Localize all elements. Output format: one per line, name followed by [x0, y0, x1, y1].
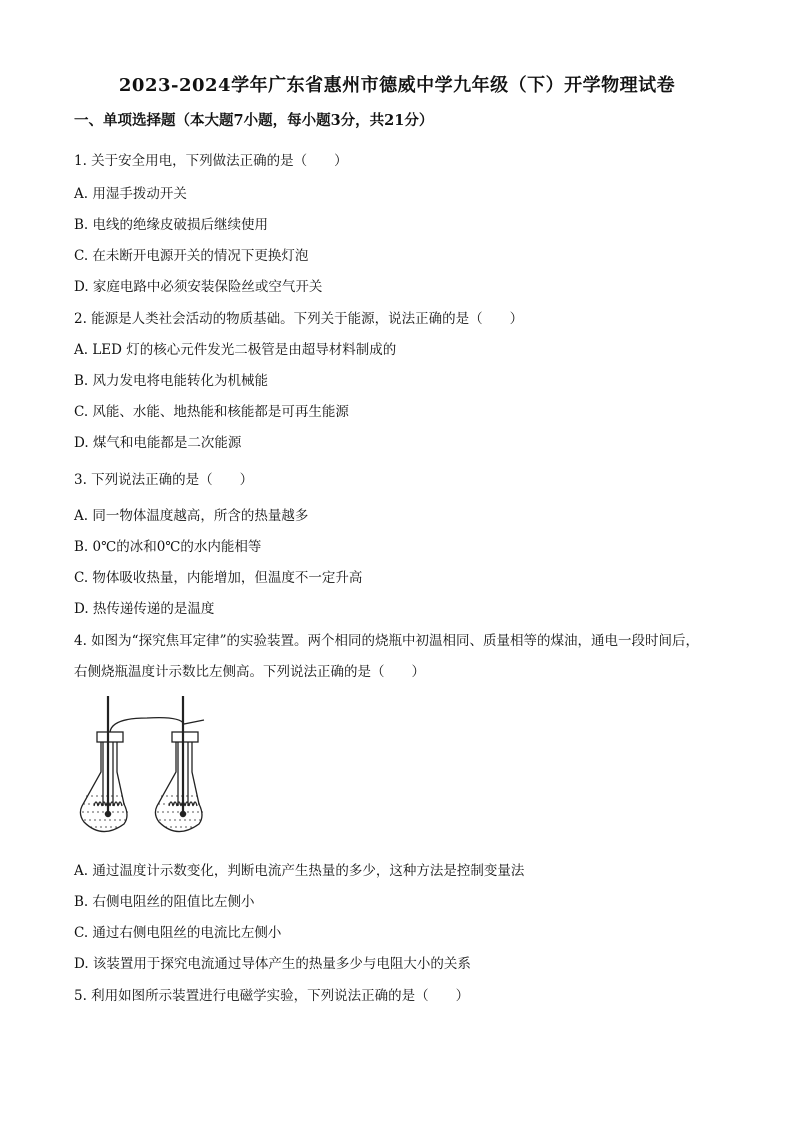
question-3-stem: 3. 下列说法正确的是（ ） — [74, 472, 254, 488]
question-3-option-d: D. 热传递传递的是温度 — [74, 601, 215, 617]
question-1-option-c: C. 在未断开电源开关的情况下更换灯泡 — [74, 248, 309, 264]
question-4-option-c: C. 通过右侧电阻丝的电流比左侧小 — [74, 925, 282, 941]
question-2-option-b: B. 风力发电将电能转化为机械能 — [74, 373, 269, 389]
question-4-stem-line-2: 右侧烧瓶温度计示数比左侧高。下列说法正确的是（ ） — [74, 664, 425, 680]
joule-law-apparatus-figure — [72, 694, 222, 846]
question-1-option-d: D. 家庭电路中必须安装保险丝或空气开关 — [74, 279, 323, 295]
question-1-option-b: B. 电线的绝缘皮破损后继续使用 — [74, 217, 269, 233]
question-3-option-c: C. 物体吸收热量，内能增加，但温度不一定升高 — [74, 570, 363, 586]
question-2-option-c: C. 风能、水能、地热能和核能都是可再生能源 — [74, 404, 349, 420]
question-2-option-a: A. LED 灯的核心元件发光二极管是由超导材料制成的 — [74, 342, 397, 358]
question-2-option-d: D. 煤气和电能都是二次能源 — [74, 435, 242, 451]
connecting-wire — [110, 718, 204, 732]
question-5-stem: 5. 利用如图所示装置进行电磁学实验，下列说法正确的是（ ） — [74, 988, 470, 1004]
question-2-stem: 2. 能源是人类社会活动的物质基础。下列关于能源，说法正确的是（ ） — [74, 311, 524, 327]
question-1-stem: 1. 关于安全用电，下列做法正确的是（ ） — [74, 153, 348, 169]
question-4-option-b: B. 右侧电阻丝的阻值比左侧小 — [74, 894, 255, 910]
question-3-option-a: A. 同一物体温度越高，所含的热量越多 — [74, 508, 309, 524]
section-heading: 一、单项选择题（本大题7小题，每小题3分，共21分） — [74, 112, 434, 129]
question-4-stem-line-1: 4. 如图为“探究焦耳定律”的实验装置。两个相同的烧瓶中初温相同、质量相等的煤油，通电一段时间后， — [74, 633, 699, 649]
question-3-option-b: B. 0℃的冰和0℃的水内能相等 — [74, 539, 262, 555]
question-1-option-a: A. 用湿手拨动开关 — [74, 186, 187, 202]
left-flask — [80, 696, 128, 832]
question-4-option-a: A. 通过温度计示数变化，判断电流产生热量的多少，这种方法是控制变量法 — [74, 863, 525, 879]
page-title: 2023-2024学年广东省惠州市德威中学九年级（下）开学物理试卷 — [118, 75, 676, 96]
question-4-option-d: D. 该装置用于探究电流通过导体产生的热量多少与电阻大小的关系 — [74, 956, 471, 972]
right-flask — [155, 696, 203, 832]
